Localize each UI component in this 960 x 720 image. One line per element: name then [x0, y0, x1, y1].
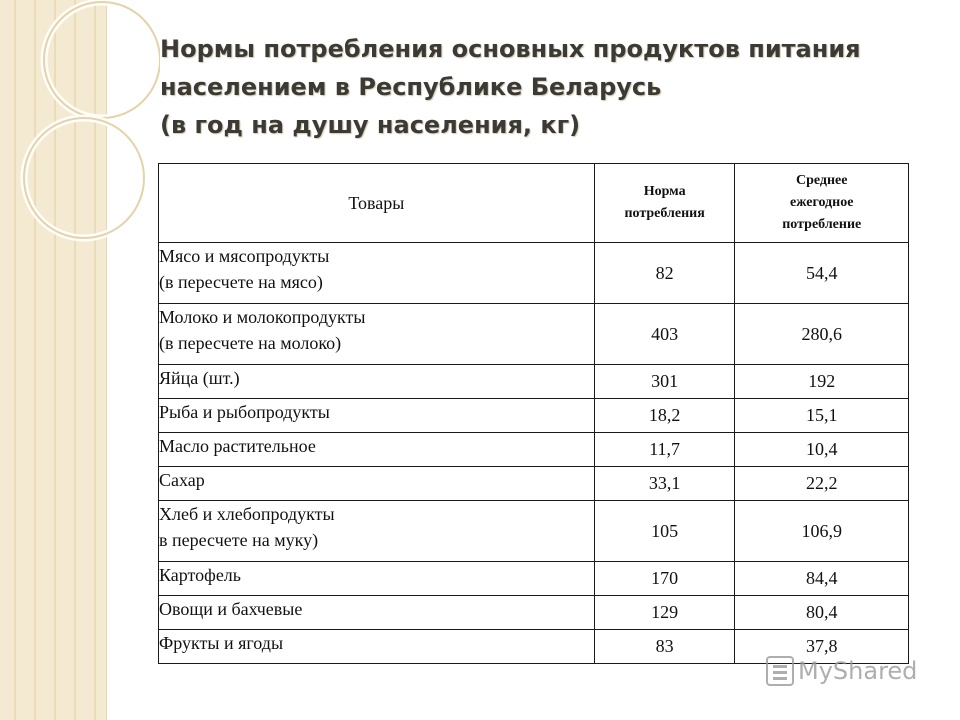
row-average: 106,9 — [735, 501, 909, 562]
row-norm: 129 — [594, 596, 735, 630]
row-average: 15,1 — [735, 399, 909, 433]
row-name: Масло растительное — [159, 433, 595, 467]
row-norm: 403 — [594, 304, 735, 365]
slide-title — [160, 30, 920, 144]
header-average: Среднее ежегодное потребление — [735, 164, 909, 243]
table-row — [159, 562, 909, 596]
row-name: Сахар — [159, 467, 595, 501]
row-average: 80,4 — [735, 596, 909, 630]
row-average: 22,2 — [735, 467, 909, 501]
row-norm: 170 — [594, 562, 735, 596]
row-average: 54,4 — [735, 243, 909, 304]
table-row — [159, 365, 909, 399]
row-norm: 301 — [594, 365, 735, 399]
title-line-1: Нормы потребления основных продуктов питания — [160, 35, 861, 63]
row-norm: 83 — [594, 630, 735, 664]
row-name: Картофель — [159, 562, 595, 596]
table-row — [159, 467, 909, 501]
header-goods: Товары — [159, 164, 595, 243]
row-name: Фрукты и ягоды — [159, 630, 595, 664]
row-name: Яйца (шт.) — [159, 365, 595, 399]
table-row — [159, 433, 909, 467]
row-average: 10,4 — [735, 433, 909, 467]
row-norm: 105 — [594, 501, 735, 562]
row-name: Молоко и молокопродукты (в пересчете на молоко) — [159, 304, 595, 365]
row-average: 192 — [735, 365, 909, 399]
row-name: Хлеб и хлебопродукты в пересчете на муку) — [159, 501, 595, 562]
header-row — [159, 164, 909, 243]
title-line-3: (в год на душу населения, кг) — [160, 111, 581, 139]
header-norm: Норма потребления — [594, 164, 735, 243]
table-row — [159, 304, 909, 365]
title-line-2: населением в Республике Беларусь — [160, 73, 662, 101]
consumption-table — [158, 163, 909, 664]
row-norm: 82 — [594, 243, 735, 304]
row-name: Мясо и мясопродукты (в пересчете на мясо) — [159, 243, 595, 304]
row-norm: 33,1 — [594, 467, 735, 501]
row-average: 37,8 — [735, 630, 909, 664]
row-norm: 11,7 — [594, 433, 735, 467]
row-average: 280,6 — [735, 304, 909, 365]
row-average: 84,4 — [735, 562, 909, 596]
table-row — [159, 501, 909, 562]
presentation-icon — [766, 656, 794, 686]
row-name: Овощи и бахчевые — [159, 596, 595, 630]
watermark-text: MyShared — [798, 657, 918, 685]
table-row — [159, 399, 909, 433]
decorative-circles — [0, 0, 160, 300]
row-norm: 18,2 — [594, 399, 735, 433]
table-row — [159, 596, 909, 630]
row-name: Рыба и рыбопродукты — [159, 399, 595, 433]
watermark — [766, 656, 917, 686]
table-row — [159, 243, 909, 304]
